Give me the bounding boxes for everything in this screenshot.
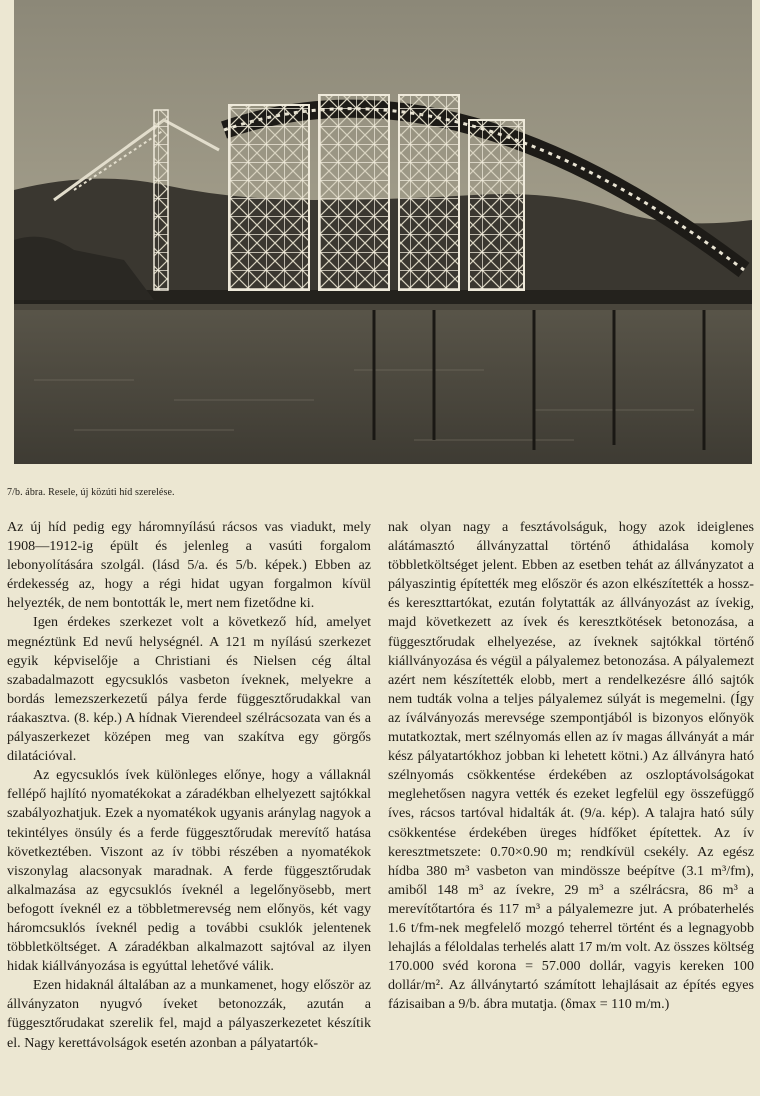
figure-caption: 7/b. ábra. Resele, új közúti híd szerelése. [7,487,175,498]
bridge-construction-photo [14,0,752,464]
paragraph: nak olyan nagy a fesztávolságuk, hogy azok ideiglenes alátámasztó állványzattal történő áthidalása komoly többletköltséget jelent. Ebben az esetben tehát az állványzatot a pályaszintig építették meg először és azon elkészítették a hossz- és kereszttartókat, ezután folytatták az állványozást az ívekig, majd következett az ívek és keresztkötések betonozása, a függesztőrudak elhelyezése, az íveknek sajtókkal történő kiállványozása és végül a pályalemez betonozása. A pályalemezt azért nem készítették elobb, mert a rendelkezésre álló sajtók nem tudták volna a teljes pályalemez súlyát is megemelni. (Így az íválványozás merevsége szempontjából is bizonyos előnyök mutatkoztak, mert szélnyomás ellen az ív magas állványát a már kész pályatartókhoz jobban ki lehetett kötni.) Az állványra ható szélnyomás csökkentése érdekében az oszloptávolságokat meglehetősen nagyra vették és ezeket legfelül egy összefüggő íves, rácsos tartóval hidalták át. (9/a. kép). A talajra ható súly csökkentése érdekében üreges hídfőket építettek. Az ív keresztmetszete: 0.70×0.90 m; rendkívül csekély. Az egész hídba 380 m³ vasbeton van mindössze beépítve (3.1 m³/fm), amiből 148 m³ az ívekre, 29 m³ a szélrácsra, 86 m³ a merevítőtartóra és 117 m³ a pályalemezre jut. A próbaterhelés 1.6 t/fm-nek megfelelő mozgó teherrel történt és a legnagyobb lehajlás a féloldalas terhelés alatt 17 m/m volt. Az összes költség 170.000 svéd korona = 57.000 dollár, vagyis kereken 100 dollár/m². Az állványtartó számított lehajlásait az építés egyes fázisaiban a 9/b. ábra mutatja. (δmax = 110 m/m.) [388,519,754,1013]
paragraph: Az új híd pedig egy háromnyílású rácsos vas viadukt, mely 1908—1912-ig épült és jelenleg a vasúti forgalom lebonyolítására szolgál. (lásd 5/a. és 5/b. képek.) Ebben az érdekesség az, hogy a régi hidat ugyan forgalmon kívül helyezték, de nem bontották le, mert nem fizetődne ki. [7,519,371,612]
paragraph: Az egycsuklós ívek különleges előnye, hogy a vállaknál fellépő hajlító nyomatékokat a záradékban elhelyezett sajtókkal szabályozhatjuk. Ezek a nyomatékok ugyanis aránylag nagyok a tekintélyes önsúly és a ferde függesztőrudak merevítő hatása következtében. Viszont az ív többi részében a nyomatékok viszonylag alacsonyak maradnak. A ferde függesztőrudak alkalmazása az egycsuklós íveknél a legelőnyösebb, mert befogott íveknél ez a többletmerevség nem előnyös, két vagy háromcsuklós íveknél pedig a további csuklók jelentenek többletköltséget. A záradékban alkalmazott sajtóval az ilyen hidak kiállványozása is egyúttal lehetővé válik. [7,767,371,975]
paragraph: Igen érdekes szerkezet volt a következő híd, amelyet megnéztünk Ed nevű helységnél. A 121 m nyílású szerkezet egyik képviselője a Christiani és Nielsen cég által szabadalmazott egycsuklós vasbeton íveknek, melyekre a bordás lemezszerkezetű pálya ferde függesztőrudakkal van ráakasztva. (8. kép.) A hídnak Vierendeel szélrácsozata van és a pályaszerkezet középen meg van szakítva egy görgős dilatációval. [7,614,371,765]
left-text-column [7,518,371,1093]
right-text-column [388,518,754,1093]
paragraph: Ezen hidaknál általában az a munkamenet, hogy először az állványzaton nyugvó íveket betonozzák, azután a függesztőrudakat szerelik fel, majd a pályaszerkezetet készítik el. Nagy kerettávolságok esetén azonban a pályatartók- [7,977,371,1051]
